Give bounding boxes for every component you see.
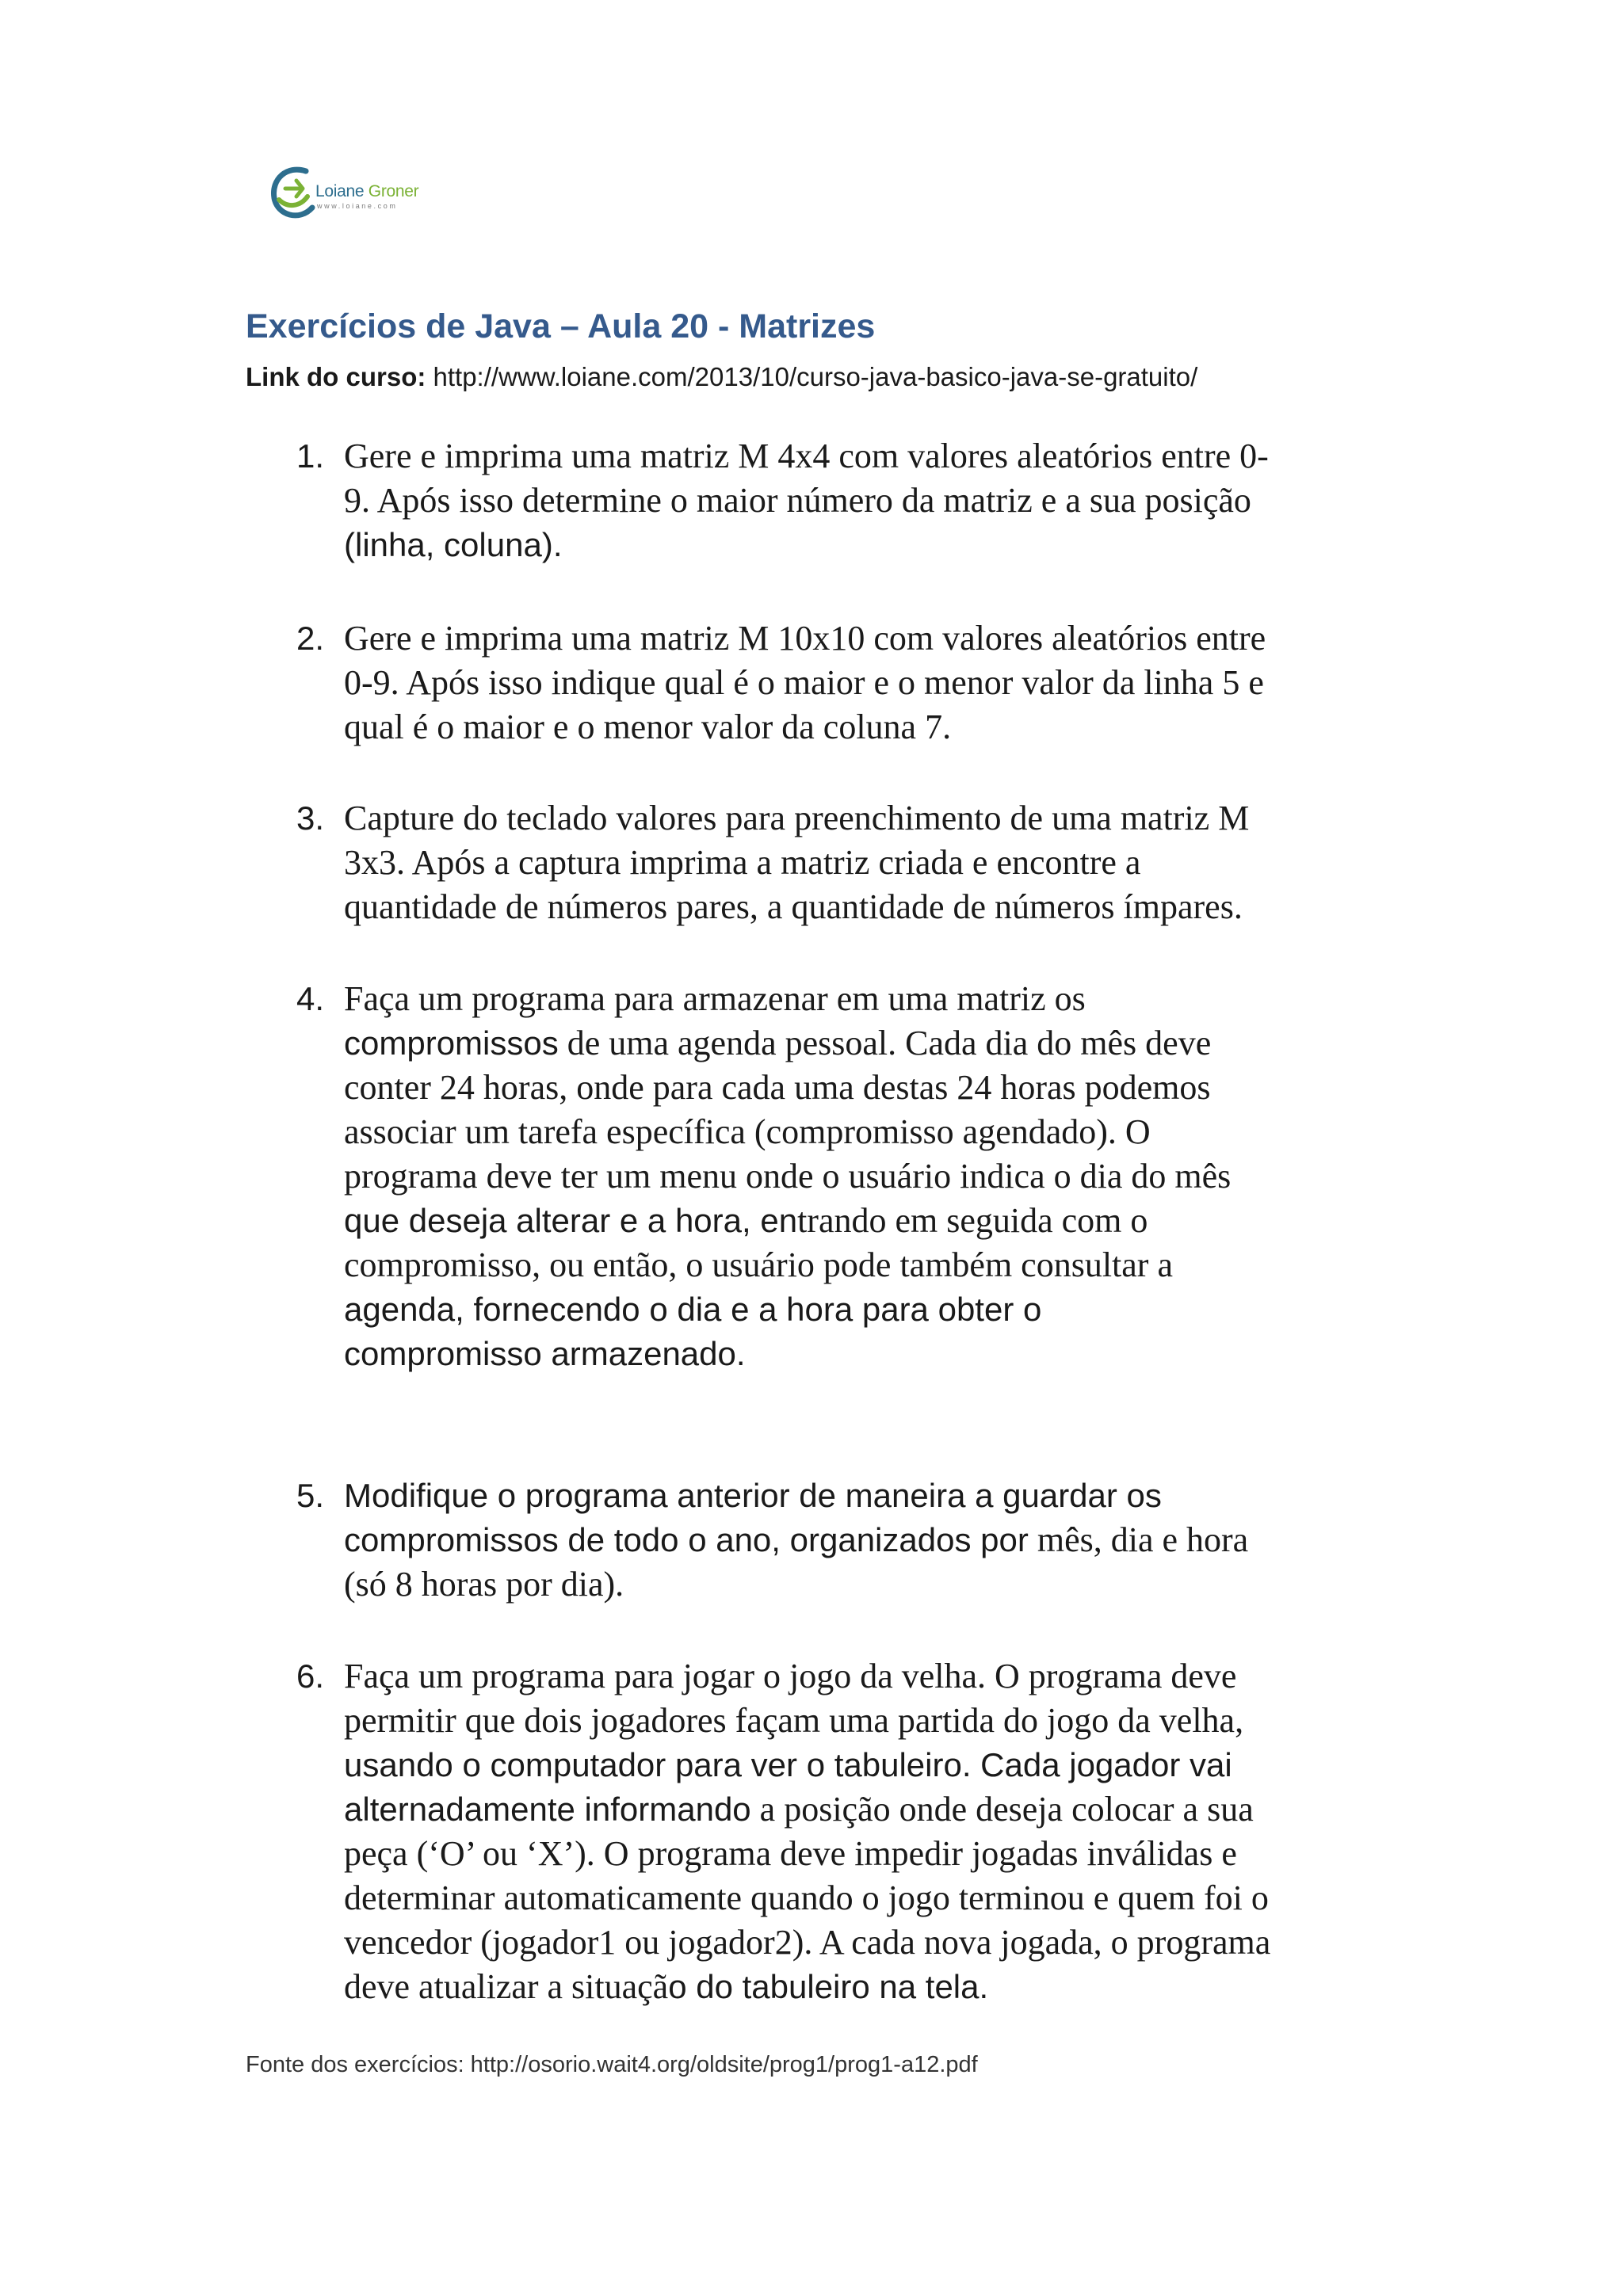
text-run: programa deve ter um menu onde o usuário indica o dia do mês xyxy=(344,1157,1232,1196)
text-run: vencedor (jogador1 ou jogador2). A cada nova jogada, o programa xyxy=(344,1923,1271,1962)
course-link-label: Link do curso: xyxy=(246,362,426,391)
exercise-text-line xyxy=(344,1243,1398,1287)
exercise-text-line xyxy=(344,1699,1398,1743)
text-run: compromisso, ou então, o usuário pode também consultar a xyxy=(344,1245,1173,1284)
text-run: (linha, coluna). xyxy=(344,526,563,563)
exercise-text xyxy=(344,616,1398,749)
exercise-text-line xyxy=(344,1562,1398,1607)
logo-name-first: Loiane xyxy=(315,182,369,200)
text-run: o do tabuleiro na tela. xyxy=(668,1968,989,2005)
source-footer: Fonte dos exercícios: http://osorio.wait4.org/oldsite/prog1/prog1-a12.pdf xyxy=(246,2052,978,2077)
exercise-text-line xyxy=(344,1154,1398,1199)
text-run: Gere e imprima uma matriz M 4x4 com valores aleatórios entre 0- xyxy=(344,437,1269,475)
exercise-text-line xyxy=(344,1199,1398,1243)
exercise-text-line xyxy=(344,661,1398,705)
text-run: deve atualizar a situaçã xyxy=(344,1967,669,2006)
exercise-text xyxy=(344,1474,1398,1607)
exercise-text-line xyxy=(344,523,1398,567)
course-link-url[interactable]: http://www.loiane.com/2013/10/curso-java-basico-java-se-gratuito/ xyxy=(426,362,1198,391)
text-run: a posição onde deseja colocar a sua xyxy=(750,1790,1254,1829)
logo-url: www.loiane.com xyxy=(317,202,398,210)
text-run: compromissos xyxy=(344,1024,559,1062)
exercise-text-line xyxy=(344,796,1398,841)
exercise-text-line xyxy=(344,1743,1398,1787)
exercise-text xyxy=(344,977,1398,1376)
exercise-text-line xyxy=(344,1832,1398,1876)
loiane-groner-logo xyxy=(268,160,434,228)
exercise-text-line xyxy=(344,977,1398,1021)
exercise-number: 6. xyxy=(296,1657,325,1695)
logo-swirl-icon xyxy=(268,160,317,228)
exercise-number: 4. xyxy=(296,980,325,1017)
text-run: Capture do teclado valores para preenchimento de uma matriz M xyxy=(344,799,1250,837)
exercise-text-line xyxy=(344,1287,1398,1332)
exercise-text-line xyxy=(344,1920,1398,1965)
exercise-text-line xyxy=(344,841,1398,885)
exercise-text-line xyxy=(344,1474,1398,1518)
page-title: Exercícios de Java – Aula 20 - Matrizes xyxy=(246,307,876,345)
exercise-text-line xyxy=(344,1876,1398,1920)
text-run: que deseja alterar e a hora, en xyxy=(344,1202,798,1239)
exercise-number: 1. xyxy=(296,437,325,475)
exercise-text xyxy=(344,796,1398,929)
text-run: Modifique o programa anterior de maneira a guardar os xyxy=(344,1477,1162,1514)
logo-name xyxy=(315,182,418,201)
exercise-text-line xyxy=(344,1110,1398,1154)
exercise-number: 2. xyxy=(296,620,325,657)
logo-name-last: Groner xyxy=(368,182,419,200)
text-run: peça (‘O’ ou ‘X’). O programa deve impedir jogadas inválidas e xyxy=(344,1834,1237,1873)
text-run: 3x3. Após a captura imprima a matriz criada e encontre a xyxy=(344,843,1141,882)
text-run: associar um tarefa específica (compromisso agendado). O xyxy=(344,1112,1151,1151)
text-run: trando em seguida com o xyxy=(797,1201,1148,1240)
text-run: 0-9. Após isso indique qual é o maior e o menor valor da linha 5 e xyxy=(344,663,1264,702)
exercise-text xyxy=(344,434,1398,567)
exercise-text-line xyxy=(344,1332,1398,1376)
text-run: (só 8 horas por dia). xyxy=(344,1565,624,1604)
text-run: 9. Após isso determine o maior número da matriz e a sua posição xyxy=(344,481,1251,520)
exercise-text-line xyxy=(344,616,1398,661)
exercise-text-line xyxy=(344,1965,1398,2009)
text-run: Faça um programa para jogar o jogo da velha. O programa deve xyxy=(344,1657,1237,1695)
text-run: qual é o maior e o menor valor da coluna 7. xyxy=(344,707,952,746)
text-run: alternadamente informando xyxy=(344,1791,751,1828)
text-run: mês, dia e hora xyxy=(1028,1520,1249,1559)
exercise-number: 3. xyxy=(296,799,325,837)
exercise-text-line xyxy=(344,1066,1398,1110)
text-run: conter 24 horas, onde para cada uma destas 24 horas podemos xyxy=(344,1068,1211,1107)
text-run: quantidade de números pares, a quantidade de números ímpares. xyxy=(344,887,1243,926)
exercise-text xyxy=(344,1654,1398,2009)
text-run: de uma agenda pessoal. Cada dia do mês deve xyxy=(558,1024,1212,1062)
text-run: compromissos de todo o ano, organizados por xyxy=(344,1521,1029,1558)
text-run: determinar automaticamente quando o jogo terminou e quem foi o xyxy=(344,1878,1269,1917)
exercise-text-line xyxy=(344,885,1398,929)
exercise-text-line xyxy=(344,479,1398,523)
exercise-text-line xyxy=(344,1654,1398,1699)
text-run: usando o computador para ver o tabuleiro. Cada jogador vai xyxy=(344,1746,1232,1783)
exercise-text-line xyxy=(344,1787,1398,1832)
course-link-line xyxy=(246,362,1197,392)
exercise-text-line xyxy=(344,1021,1398,1066)
exercise-text-line xyxy=(344,705,1398,749)
text-run: agenda, fornecendo o dia e a hora para obter o xyxy=(344,1291,1042,1328)
text-run: compromisso armazenado. xyxy=(344,1335,746,1372)
exercise-text-line xyxy=(344,1518,1398,1562)
exercise-text-line xyxy=(344,434,1398,479)
text-run: permitir que dois jogadores façam uma partida do jogo da velha, xyxy=(344,1701,1244,1740)
text-run: Gere e imprima uma matriz M 10x10 com valores aleatórios entre xyxy=(344,619,1266,658)
text-run: Faça um programa para armazenar em uma matriz os xyxy=(344,979,1086,1018)
exercise-number: 5. xyxy=(296,1477,325,1514)
